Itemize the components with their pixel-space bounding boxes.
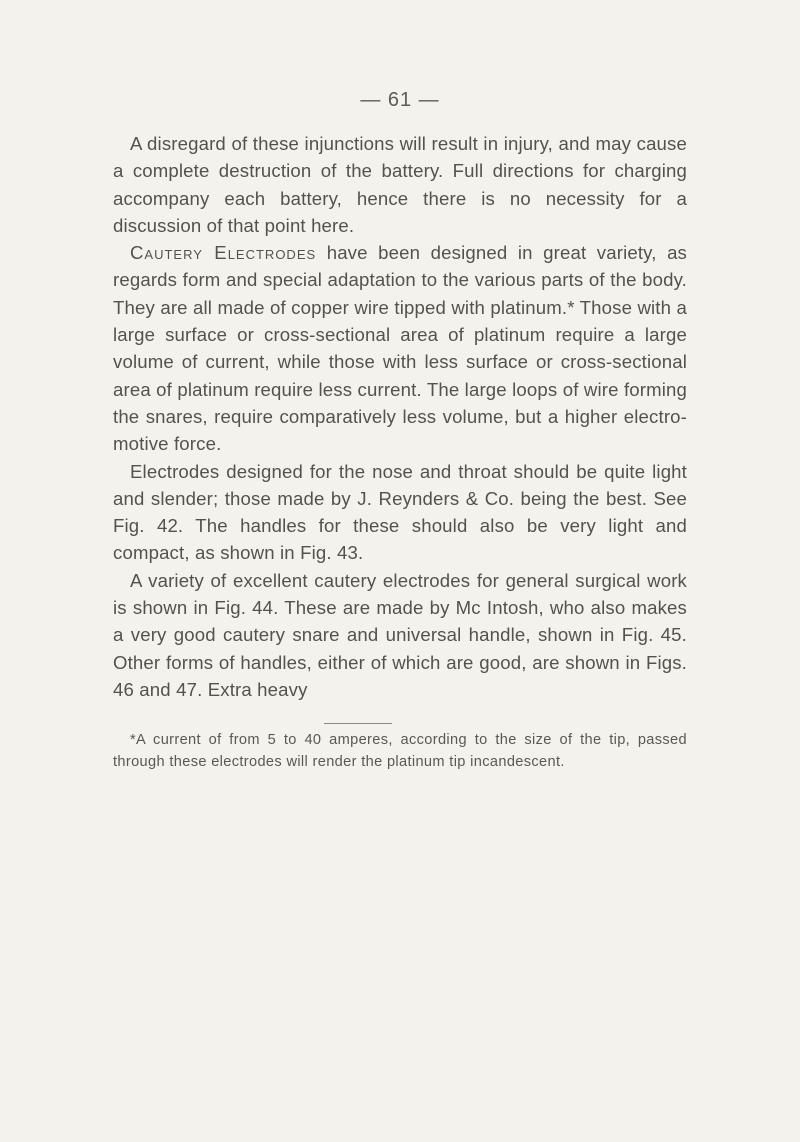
paragraph-2-text: have been designed in great variety, as regards form and special adaptation to the various parts of the body. They are all made of copper wire tipped with platinum.* Those with a large surface or cross-sectional area of platinum require a large volume of current, while those with less surface or cross-sectional area of platinum require less current. The large loops of wire forming the snares, require comparatively less volume, but a higher electro-motive force. [113,242,688,455]
book-page [113,88,687,773]
paragraph-1 [113,130,687,239]
paragraph-4 [113,567,687,703]
paragraph-2 [113,239,687,457]
footnote-divider [324,723,392,724]
paragraph-1-text: A disregard of these injunctions will result in injury, and may cause a complete destruction of the battery. Full directions for charging accompany each battery, hence there is no necessity for a discussion of that point here. [113,133,687,236]
paragraph-3 [113,458,687,567]
paragraph-3-text: Electrodes designed for the nose and throat should be quite light and slender; those made by J. Reynders & Co. being the best. See Fig. 42. The handles for these should also be very light and compact, as shown in Fig. 43. [113,460,687,564]
footnote: *A current of from 5 to 40 amperes, according to the size of the tip, passed through these electrodes will render the platinum tip incandescent. [113,732,687,770]
paragraph-4-text: A variety of excellent cautery electrodes for general surgical work is shown in Fig. 44. These are made by Mc Intosh, who also makes a very good cautery snare and universal handle, shown in Fig. 45. Other forms of handles, either of which are good, are shown in Figs. 46 and 47. Extra heavy [113,569,687,700]
page-number: — 61 — [360,89,440,111]
paragraph-2-lead: Cautery Electrodes [130,242,317,264]
